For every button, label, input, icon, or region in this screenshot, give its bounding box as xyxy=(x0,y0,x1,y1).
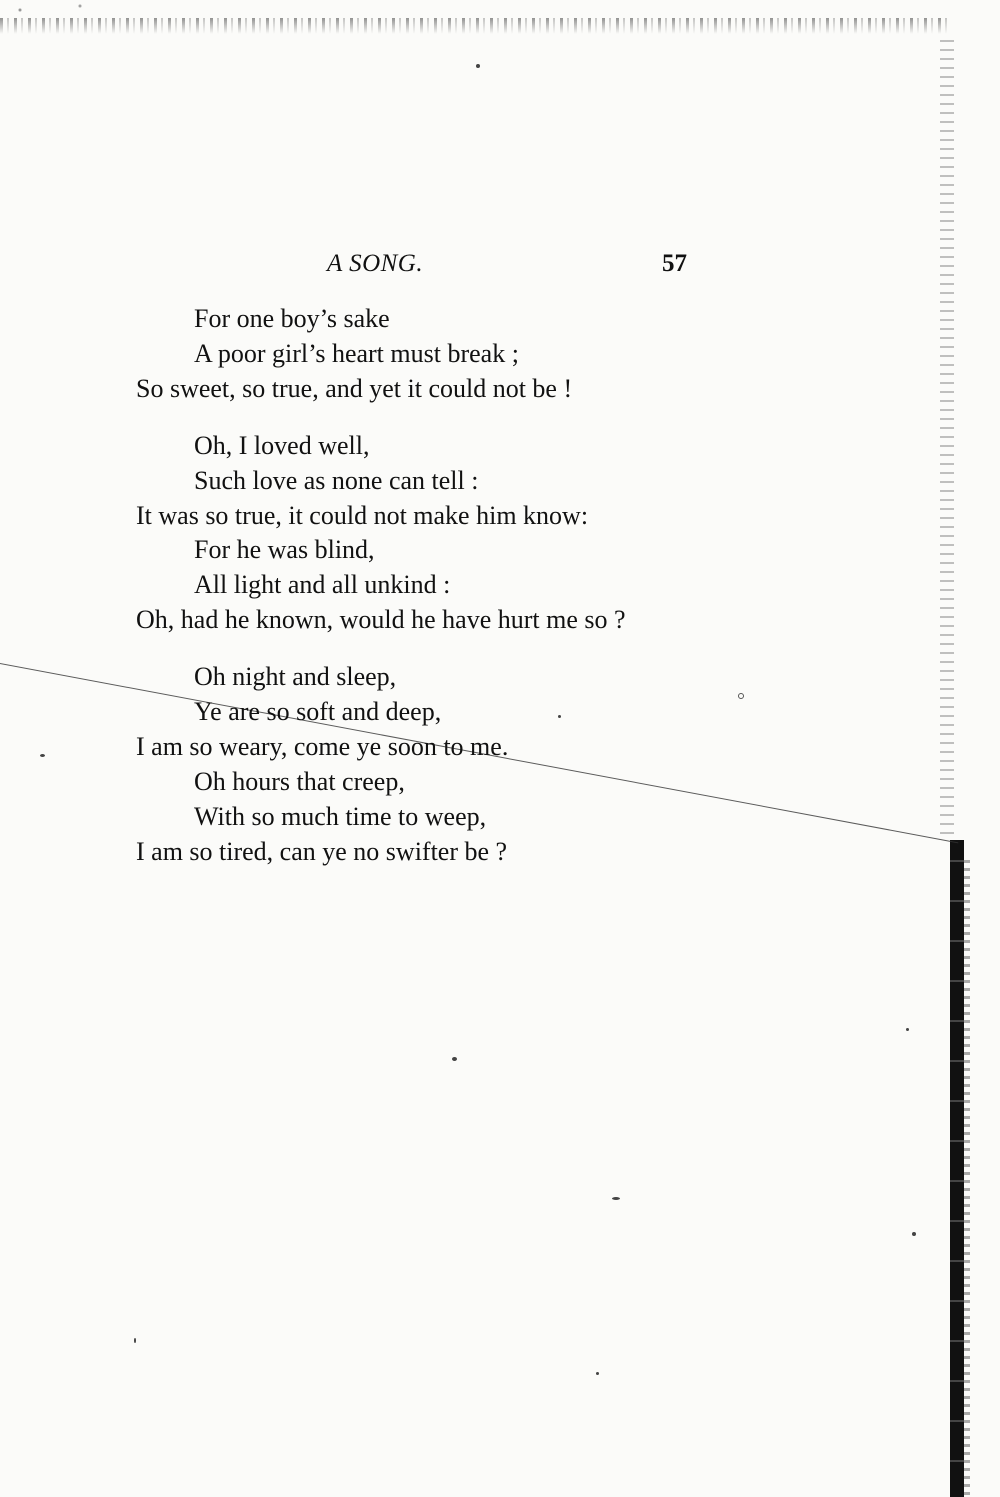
poem-line: It was so true, it could not make him know: xyxy=(136,501,589,530)
poem-line: Oh, had he known, would he have hurt me so ? xyxy=(136,605,626,634)
poem-line: Oh night and sleep, xyxy=(194,662,397,691)
poem-line: Such love as none can tell : xyxy=(194,466,479,495)
poem-line: For he was blind, xyxy=(194,535,375,564)
poem-line: A poor girl’s heart must break ; xyxy=(194,339,519,368)
poem-line: I am so tired, can ye no swifter be ? xyxy=(136,837,508,866)
speck xyxy=(558,715,561,718)
speck xyxy=(612,1197,620,1200)
speck xyxy=(912,1232,916,1236)
speck xyxy=(906,1028,909,1031)
poem-line: With so much time to weep, xyxy=(194,802,487,831)
speck xyxy=(738,693,744,699)
running-title: A SONG. xyxy=(327,250,424,277)
poem-line: All light and all unkind : xyxy=(194,570,451,599)
binding-edge xyxy=(950,840,964,1497)
binding-edge-shadow xyxy=(964,860,970,1497)
poem-line: So sweet, so true, and yet it could not be ! xyxy=(136,374,573,403)
speck xyxy=(476,64,480,68)
poem-line: Oh hours that creep, xyxy=(194,767,405,796)
speck xyxy=(40,754,45,757)
poem-line: I am so weary, come ye soon to me. xyxy=(136,732,509,761)
page-top-speckle xyxy=(0,18,950,34)
speck xyxy=(134,1338,136,1343)
poem-line: Ye are so soft and deep, xyxy=(194,697,442,726)
speck xyxy=(596,1372,599,1375)
poem-line: For one boy’s sake xyxy=(194,304,390,333)
poem-line: Oh, I loved well, xyxy=(194,431,370,460)
speck xyxy=(452,1057,457,1061)
page-number: 57 xyxy=(662,250,687,277)
page-right-edge xyxy=(940,40,954,840)
